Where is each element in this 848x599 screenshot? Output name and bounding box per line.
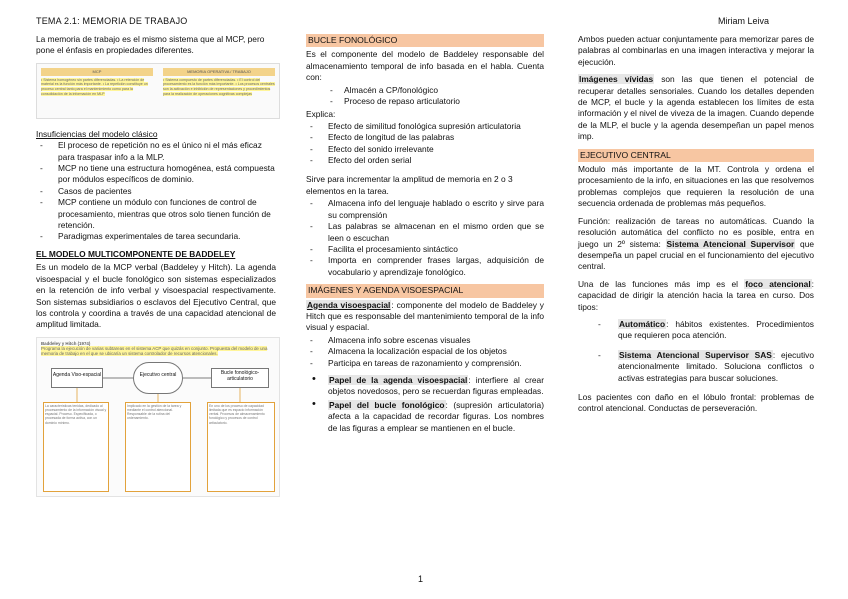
explica-list — [306, 121, 544, 167]
list-item: - Efecto de longitud de las palabras — [306, 132, 544, 143]
list-item: - Automático: hábitos existentes. Procedimientos que requieren poca atención. — [578, 319, 814, 342]
explica-label: Explica: — [306, 109, 336, 120]
list-item: - Almacena info sobre escenas visuales — [306, 335, 544, 346]
diagram-box-ejecutivo: Ejecutivo central — [133, 362, 183, 394]
pacientes-paragraph: Los pacientes con daño en el lóbulo frontal: problemas de control atencional. Conductas de perseveración. — [578, 391, 814, 414]
bucle-parts-list — [330, 85, 544, 108]
baddeley-diagram-image — [36, 337, 280, 497]
list-item: - MCP contiene un módulo con funciones de control de procesamiento, mientras que otros solo tienen función de retención. — [36, 197, 276, 231]
bucle-intro: Es el componente del modelo de Baddeley responsable del almacenamiento temporal de info basada en el habla. Cuenta con: — [306, 49, 544, 83]
bucle-heading: BUCLE FONOLÓGICO — [306, 34, 544, 47]
list-item: - Proceso de repaso articulatorio — [330, 96, 544, 107]
sirve-list — [306, 198, 544, 278]
column-1 — [36, 34, 276, 497]
ejecutivo-heading: EJECUTIVO CENTRAL — [578, 149, 814, 162]
model-heading: EL MODELO MULTICOMPONENTE DE BADDELEY — [36, 248, 236, 259]
diagram-note-agenda: La características tenidas, dedicado al procesamiento de la información visual y espacial. Proceso. Especificada, o procesada de forma activa, con un dominio mínimo. — [43, 402, 109, 492]
list-item: - Efecto de similitud fonológica supresión articulatoria — [306, 121, 544, 132]
list-item: - MCP no tiene una estructura homogénea, está compuesta por módulos específicos de dominio. — [36, 163, 276, 186]
intro-paragraph: La memoria de trabajo es el mismo sistema que al MCP, pero pone el énfasis en propiedades diferentes. — [36, 34, 265, 56]
sas-term: Sistema Atencional Supervisor — [666, 238, 795, 249]
foco-term: foco atencional — [745, 278, 811, 289]
sirve-paragraph: Sirve para incrementar la amplitud de memoria en 2 o 3 elementos en la tarea. — [306, 174, 513, 196]
list-item: - Las palabras se almacenan en el mismo orden que se leen o escuchan — [306, 221, 544, 244]
author-name: Miriam Leiva — [718, 16, 770, 26]
table-head-mt: MEMORIA OPERATIVA / TRABAJO — [163, 68, 275, 76]
list-item: - Almacena la localización espacial de los objetos — [306, 346, 544, 357]
list-item: - Casos de pacientes — [36, 186, 276, 197]
diagram-note-ejecutivo: Implicado en la gestión de la tarea y mediante el control atencional. Responsable de la rutina del ordenamiento. — [125, 402, 191, 492]
diagram-caption: Baddeley y Hitch (1974) Programa la ejecución de varias subtareas en el sistema ACP que quizás en conjunto. Propuesta del modelo de una memoria de trabajo en el que se ubicaría un sistema controlador de recursos atencionales. — [41, 340, 268, 356]
agenda-heading: IMÁGENES Y AGENDA VISOESPACIAL — [306, 284, 544, 297]
insuficiencias-list — [36, 140, 276, 243]
roles-list — [306, 375, 544, 434]
list-item: - Paradigmas experimentales de tarea secundaria. — [36, 231, 276, 242]
model-paragraph: Es un modelo de la MCP verbal (Baddeley y Hitch). La agenda visoespacial y el bucle fonológico son sistemas especializados en la retención de info verbal y visoespacial respectivamente. Son sistemas subsidiarios o esclavos del Ejecutivo Central, que los controla y coordina a través de una capacidad atencional de amplitud limitada. — [36, 262, 276, 330]
table-head-mcp: MCP — [41, 68, 153, 76]
diagram-box-bucle: Bucle fonológico-articulatorio — [211, 368, 269, 388]
funcion-paragraph: Función: realización de tareas no automáticas. Cuando la resolución automática del conflicto no es posible, entra en juego un 2º sistema: Sistema Atencional Supervisor que desempeña un papel crucial en el funcionamiento del ejecutivo central. — [578, 215, 815, 272]
table-cell-mt: • Sistema compuesto de partes diferenciadas. • El control del procesamiento es la función más importante. • Los procesos centrales son la activación e inhibición de representaciones y procedimientos para la realización de operaciones cognitivas complejas — [163, 77, 275, 96]
foco-types-list — [578, 319, 814, 384]
ambos-paragraph: Ambos pueden actuar conjuntamente para memorizar pares de palabras al combinarlas en una imagen interactiva y mejorar la ejecución. — [578, 34, 814, 67]
list-item: - Facilita el procesamiento sintáctico — [306, 244, 544, 255]
list-item: - Almacena info del lenguaje hablado o escrito y sirve para su comprensión — [306, 198, 544, 221]
list-item: - Importa en comprender frases largas, adquisición de vocabulario y aprendizaje fonológico. — [306, 255, 544, 278]
foco-paragraph: Una de las funciones más imp es el foco atencional: capacidad de dirigir la atención hacia la tarea en curso. Dos tipos: — [578, 278, 814, 312]
list-item: - Participa en tareas de razonamiento y comprensión. — [306, 358, 544, 369]
list-item: - El proceso de repetición no es el único ni el más eficaz para traspasar info a la MLP. — [36, 140, 276, 163]
table-cell-mcp: • Sistema homogéneo sin partes diferenciadas. • La retención de material es la función más importante. • La repetición constituye un proceso central tanto para el mantenimiento como para la consolidación de la información en MLP — [41, 77, 148, 96]
insuficiencias-heading: Insuficiencias del modelo clásico — [36, 128, 158, 139]
agenda-term: Agenda visoespacial — [307, 299, 391, 310]
list-item: • Papel de la agenda visoespacial: interfiere al crear objetos novedosos, pero se recuerdan figuras empleadas. — [306, 375, 544, 398]
agenda-list — [306, 335, 544, 369]
column-3 — [578, 34, 814, 421]
diagram-note-bucle: En uno de los proceso de capacidad limitada que es espacio información verbal. Procesos de almacenamiento fonológico y procesos de control articulatorio. — [207, 402, 275, 492]
ejecutivo-intro: Modulo más importante de la MT. Controla y ordena el procesamiento de la info, en situaciones en las que resolvemos problemas complejos que requieren la resolución de una secuencia ordenada de problemas más pequeños. — [578, 164, 814, 209]
list-item: - Almacén a CP/fonológico — [330, 85, 544, 96]
list-item: - Efecto del orden serial — [306, 155, 544, 166]
list-item: - Efecto del sonido irrelevante — [306, 144, 544, 155]
page-number: 1 — [418, 574, 424, 584]
agenda-paragraph: Agenda visoespacial: componente del modelo de Baddeley y Hitch que es responsable del mantenimiento temporal de la info visual y espacial. — [306, 299, 544, 333]
vividas-term: Imágenes vívidas — [579, 74, 654, 85]
list-item: • Papel del bucle fonológico: (supresión articulatoria) afecta a la capacidad de recordar figuras. Los nombres de las figuras a emplear se mantienen en el bucle. — [306, 400, 544, 434]
document-title: TEMA 2.1: MEMORIA DE TRABAJO — [36, 16, 188, 26]
column-2 — [306, 34, 544, 438]
mcp-vs-mt-table-image — [36, 63, 280, 119]
list-item: - Sistema Atencional Supervisor SAS: ejecutivo atencionalmente limitado. Soluciona conflictos o activas estrategias para buscar soluciones. — [578, 350, 814, 384]
diagram-box-agenda: Agenda Viso-espacial — [51, 368, 103, 388]
vividas-paragraph: Imágenes vívidas son las que tienen el potencial de recuperar detalles sensoriales. Cuando los detalles dependen de MCP, el bucle y la agenda establecen los límites de esta información y el nivel de viveza de la imagen. Cuando depende de la MLP, el bucle y la agenda desempeñan un papel menos imp. — [578, 74, 814, 142]
